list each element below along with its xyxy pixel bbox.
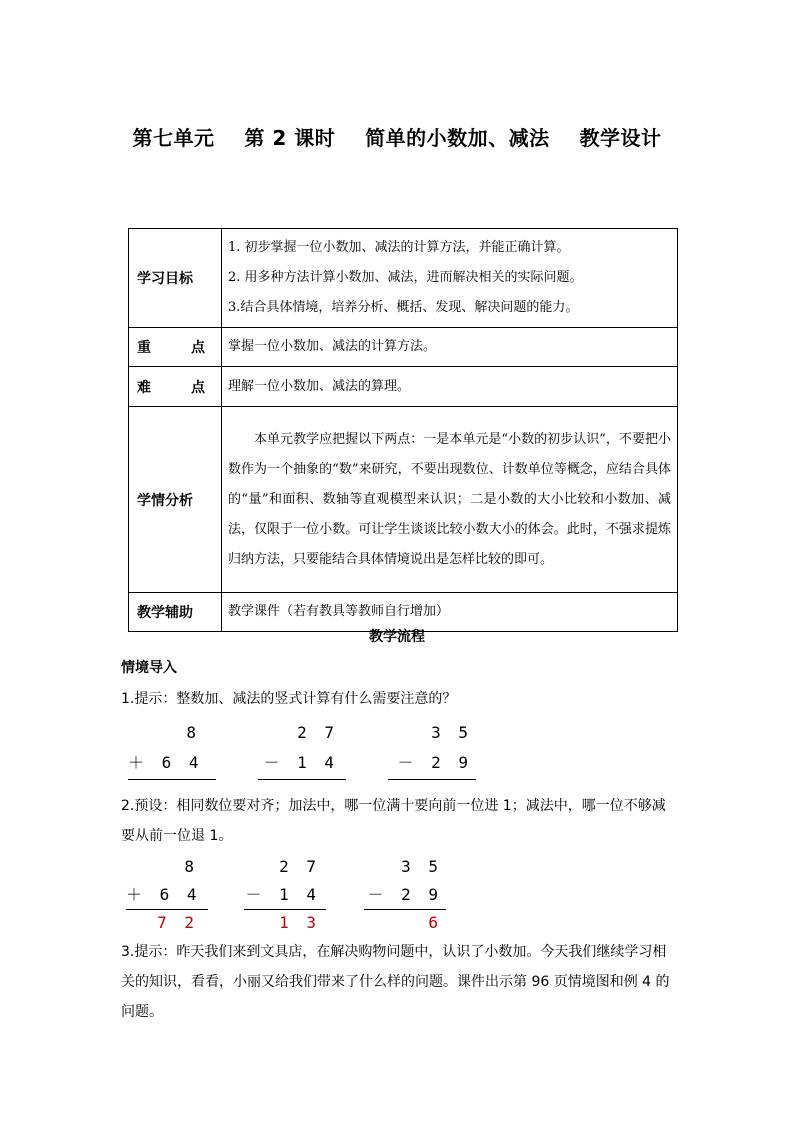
calc-line [126, 909, 208, 910]
analysis-label: 学情分析 [129, 407, 222, 593]
paragraph-2: 2.预设：相同数位要对齐；加法中，哪一位满十要向前一位进 1；减法中，哪一位不够减要从前一位退 1。 [121, 798, 666, 844]
aids-label: 教学辅助 [129, 593, 222, 632]
key-points-label [129, 328, 222, 367]
analysis-text: 本单元教学应把握以下两点：一是本单元是“小数的初步认识”，不要把小数作为一个抽象的“数”来研究，不要出现数位、计数单位等概念，应结合具体的“量”和面积、数轴等直观模型来认识；二是小数的大小比较和小数加、减法，仅限于一位小数。可让学生谈谈比较小数大小的体会。此时，不强求提炼归纳方法，只要能结合具体情境说出是怎样比较的即可。 [228, 431, 671, 567]
lesson-info-table [128, 228, 678, 632]
analysis-row [129, 407, 678, 593]
section-heading: 情境导入 [121, 660, 177, 676]
difficulties-label-char: 难 [137, 379, 151, 396]
difficulties-row [129, 367, 678, 407]
calc-line [258, 779, 346, 780]
calc-line [128, 779, 216, 780]
calc-top-number: 8 [186, 723, 200, 742]
calc-line [244, 909, 326, 910]
calc-result: 6 [428, 913, 442, 932]
difficulties-label-char: 点 [191, 379, 205, 396]
calc-top-number: 2 7 [279, 857, 320, 876]
calc-top-number: 3 5 [401, 857, 442, 876]
calc-line [364, 909, 446, 910]
calc-line [388, 779, 476, 780]
key-points-row [129, 328, 678, 367]
key-points-label-char: 点 [191, 340, 205, 356]
calc-bottom-number: － 1 4 [263, 753, 338, 772]
objective-item: 2. 用多种方法计算小数加、减法，进而解决相关的实际问题。 [228, 270, 583, 285]
objectives-content [222, 229, 678, 328]
flow-heading: 教学流程 [369, 629, 425, 645]
calc-bottom-number: ＋ 6 4 [126, 885, 201, 904]
calc-result: 7 2 [157, 913, 198, 932]
calc-bottom-number: － 2 9 [397, 753, 472, 772]
objectives-label: 学习目标 [129, 229, 222, 328]
calc-top-number: 2 7 [297, 723, 338, 742]
difficulties-label [129, 367, 222, 407]
paragraph-3: 3.提示：昨天我们来到文具店，在解决购物问题中，认识了小数加。今天我们继续学习相关的知识，看看，小丽又给我们带来了什么样的问题。课件出示第 96 页情境图和例 4 的问题。 [121, 944, 670, 1020]
calc-top-number: 3 5 [431, 723, 472, 742]
difficulties-content: 理解一位小数加、减法的算理。 [222, 367, 678, 407]
calc-bottom-number: ＋ 6 4 [128, 753, 203, 772]
calc-bottom-number: － 2 9 [367, 885, 442, 904]
calc-bottom-number: － 1 4 [245, 885, 320, 904]
page-title: 第七单元 第 2 课时 简单的小数加、减法 教学设计 [132, 126, 662, 150]
calc-result: 1 3 [279, 913, 320, 932]
analysis-content [222, 407, 678, 593]
calc-top-number: 8 [184, 857, 198, 876]
objective-item: 3.结合具体情境，培养分析、概括、发现、解决问题的能力。 [228, 300, 579, 315]
objective-item: 1. 初步掌握一位小数加、减法的计算方法，并能正确计算。 [228, 240, 570, 255]
objectives-row [129, 229, 678, 328]
paragraph-1: 1.提示：整数加、减法的竖式计算有什么需要注意的？ [121, 691, 457, 707]
key-points-content: 掌握一位小数加、减法的计算方法。 [222, 328, 678, 367]
aids-content: 教学课件（若有教具等教师自行增加） [222, 593, 678, 632]
key-points-label-char: 重 [137, 340, 151, 356]
